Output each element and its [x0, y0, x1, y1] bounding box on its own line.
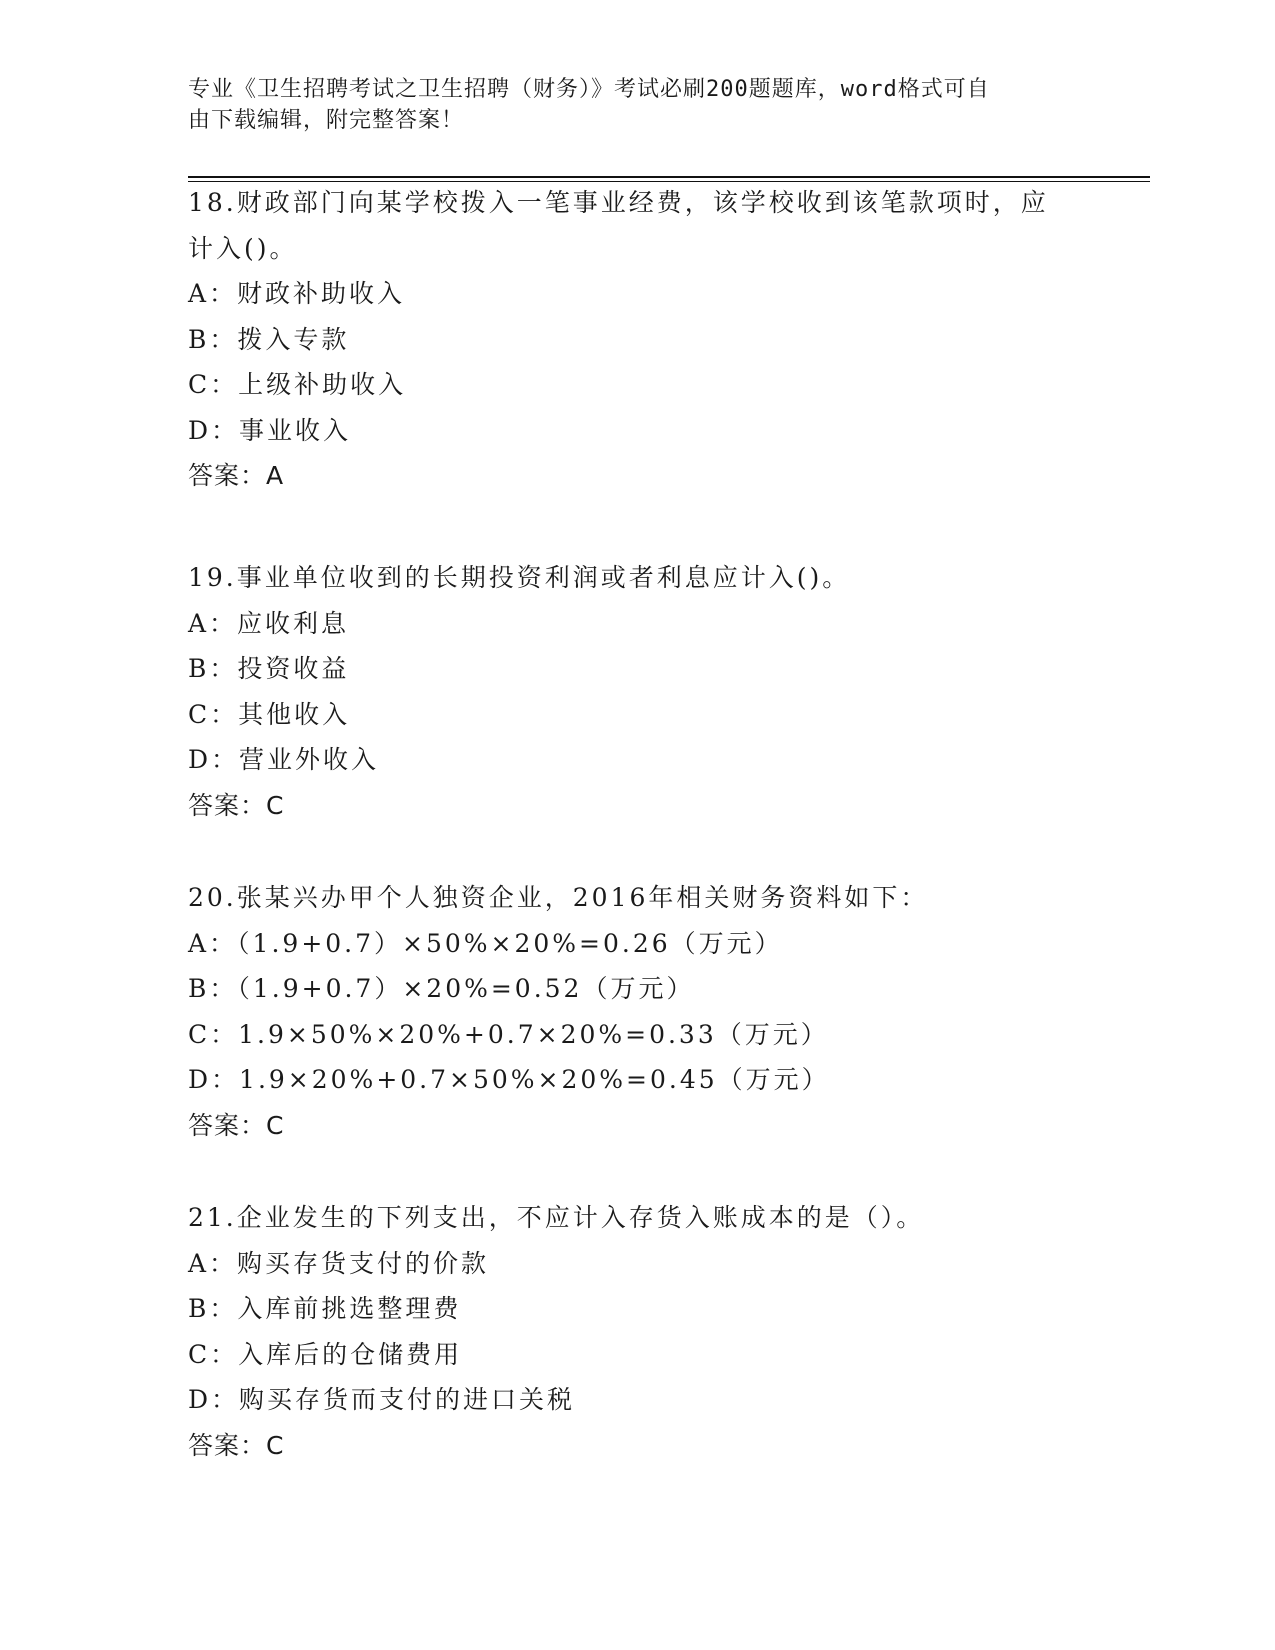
option-b: B：入库前挑选整理费 [188, 1294, 462, 1323]
question-stem: 20.张某兴办甲个人独资企业，2016年相关财务资料如下： [188, 883, 929, 912]
option-a: A：（1.9+0.7）×50%×20%=0.26（万元） [188, 928, 783, 958]
question-20 [188, 875, 1108, 1148]
question-19 [188, 555, 1108, 828]
header-line-2: 由下载编辑，附完整答案！ [188, 108, 465, 133]
option-c: C：1.9×50%×20%+0.7×20%=0.33（万元） [188, 1019, 829, 1049]
document-header [188, 74, 1068, 136]
option-b: B：（1.9+0.7）×20%=0.52（万元） [188, 974, 695, 1003]
question-stem: 18.财政部门向某学校拨入一笔事业经费，该学校收到该笔款项时，应 [188, 188, 1049, 217]
option-a: A：应收利息 [188, 608, 350, 638]
option-b: B：拨入专款 [188, 324, 350, 354]
option-d: D：1.9×20%+0.7×50%×20%=0.45（万元） [188, 1065, 830, 1094]
answer: 答案：C [188, 790, 285, 820]
option-c: C：其他收入 [188, 699, 351, 729]
question-stem: 19.事业单位收到的长期投资利润或者利息应计入()。 [188, 563, 851, 592]
answer: 答案：A [188, 461, 285, 490]
question-21 [188, 1195, 1108, 1468]
option-c: C：上级补助收入 [188, 370, 407, 399]
option-c: C：入库后的仓储费用 [188, 1339, 463, 1369]
question-stem-continued: 计入()。 [188, 233, 298, 263]
question-stem: 21.企业发生的下列支出，不应计入存货入账成本的是（）。 [188, 1203, 925, 1232]
header-divider-thick [188, 176, 1150, 178]
option-d: D：事业收入 [188, 415, 352, 445]
option-b: B：投资收益 [188, 654, 350, 683]
option-a: A：财政补助收入 [188, 279, 406, 308]
header-line-1: 专业《卫生招聘考试之卫生招聘（财务）》考试必刷200题题库，word格式可自 [188, 77, 990, 102]
answer: 答案：C [188, 1430, 285, 1460]
answer: 答案：C [188, 1110, 285, 1140]
option-d: D：购买存货而支付的进口关税 [188, 1385, 576, 1414]
option-a: A：购买存货支付的价款 [188, 1248, 490, 1278]
option-d: D：营业外收入 [188, 745, 380, 774]
question-18 [188, 180, 1108, 499]
